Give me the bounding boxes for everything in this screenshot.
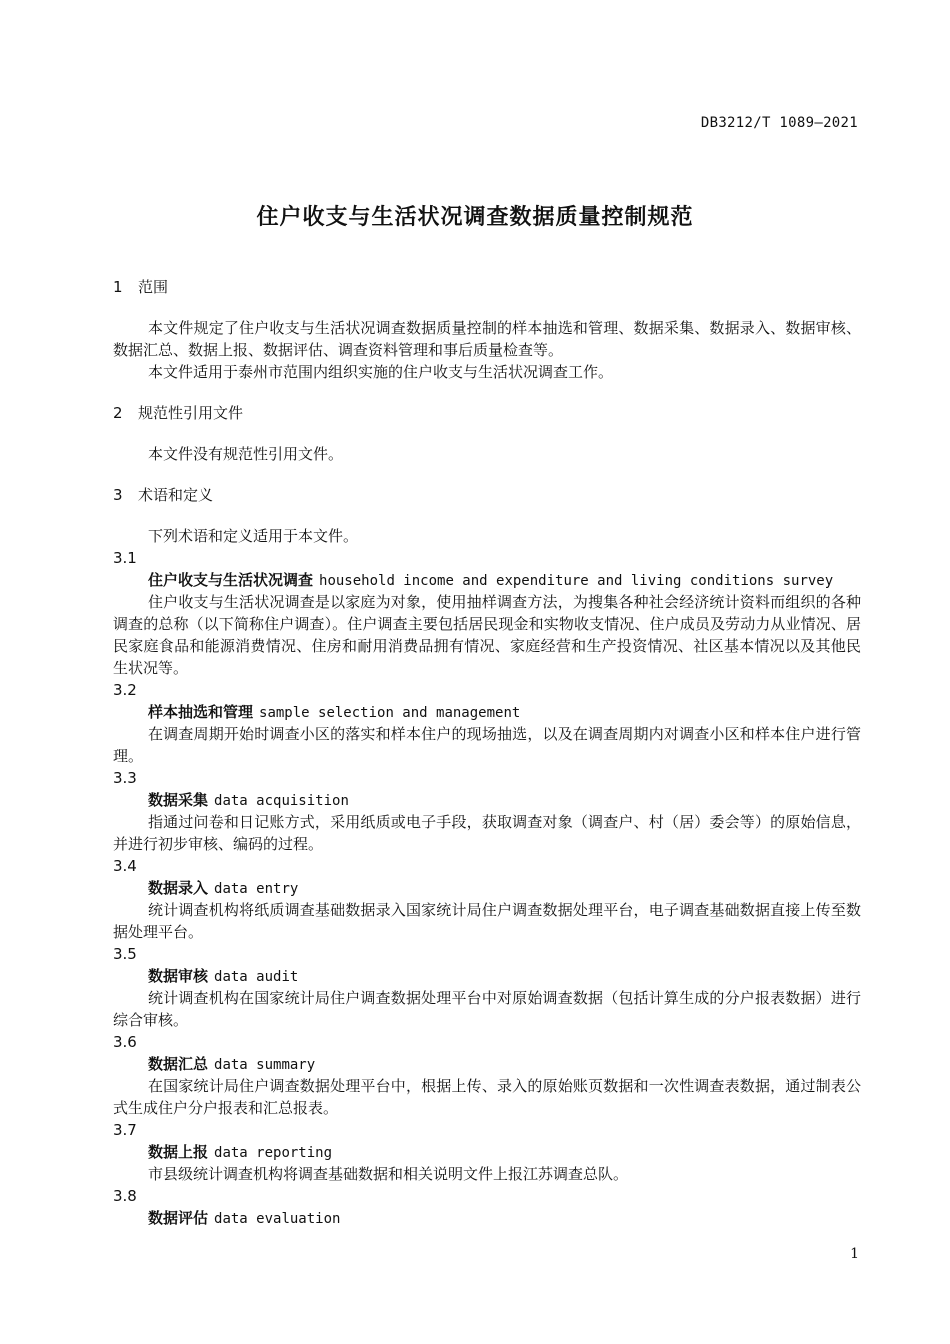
term-title: 数据审核 data audit <box>148 967 299 985</box>
paragraph: 本文件规定了住户收支与生活状况调查数据质量控制的样本抽选和管理、数据采集、数据录入、数据审核、数据汇总、数据上报、数据评估、调查资料管理和事后质量检查等。 <box>113 319 861 359</box>
term-number: 3.4 <box>113 857 137 875</box>
page-number: 1 <box>850 1246 859 1262</box>
term-number: 3.5 <box>113 945 137 963</box>
paragraph: 本文件适用于泰州市范围内组织实施的住户收支与生活状况调查工作。 <box>148 363 614 381</box>
term-number: 3.8 <box>113 1187 137 1205</box>
document-body <box>113 276 861 1229</box>
term-title: 住户收支与生活状况调查 household income and expenditure and living conditions survey <box>148 571 834 589</box>
term-number: 3.7 <box>113 1121 137 1139</box>
paragraph: 下列术语和定义适用于本文件。 <box>148 527 359 545</box>
term-definition: 市县级统计调查机构将调查基础数据和相关说明文件上报江苏调查总队。 <box>148 1165 629 1183</box>
term-number: 3.2 <box>113 681 137 699</box>
term-title: 数据评估 data evaluation <box>148 1209 341 1227</box>
term-title: 样本抽选和管理 sample selection and management <box>148 703 521 721</box>
term-number: 3.1 <box>113 549 137 567</box>
term-definition: 在调查周期开始时调查小区的落实和样本住户的现场抽选，以及在调查周期内对调查小区和样本住户进行管理。 <box>113 725 861 765</box>
term-title: 数据上报 data reporting <box>148 1143 333 1161</box>
section-heading: 3 术语和定义 <box>113 486 214 504</box>
term-definition: 住户收支与生活状况调查是以家庭为对象，使用抽样调查方法，为搜集各种社会经济统计资料而组织的各种调查的总称（以下简称住户调查）。住户调查主要包括居民现金和实物收支情况、住户成员及劳动力从业情况、居民家庭食品和能源消费情况、住房和耐用消费品拥有情况、家庭经营和生产投资情况、社区基本情况以及其他民生状况等。 <box>113 593 861 677</box>
term-definition: 在国家统计局住户调查数据处理平台中，根据上传、录入的原始账页数据和一次性调查表数据，通过制表公式生成住户分户报表和汇总报表。 <box>113 1077 861 1117</box>
section-heading: 1 范围 <box>113 278 169 296</box>
term-number: 3.6 <box>113 1033 137 1051</box>
standard-code: DB3212/T 1089—2021 <box>700 115 858 131</box>
paragraph: 本文件没有规范性引用文件。 <box>148 445 344 463</box>
term-title: 数据汇总 data summary <box>148 1055 316 1073</box>
term-definition: 统计调查机构在国家统计局住户调查数据处理平台中对原始调查数据（包括计算生成的分户报表数据）进行综合审核。 <box>113 989 861 1029</box>
term-number: 3.3 <box>113 769 137 787</box>
term-definition: 指通过问卷和日记账方式，采用纸质或电子手段，获取调查对象（调查户、村（居）委会等）的原始信息，并进行初步审核、编码的过程。 <box>113 813 861 853</box>
term-definition: 统计调查机构将纸质调查基础数据录入国家统计局住户调查数据处理平台，电子调查基础数据直接上传至数据处理平台。 <box>113 901 861 941</box>
term-title: 数据录入 data entry <box>148 879 299 897</box>
section-heading: 2 规范性引用文件 <box>113 404 244 422</box>
document-title: 住户收支与生活状况调查数据质量控制规范 <box>256 205 694 230</box>
term-title: 数据采集 data acquisition <box>148 791 349 809</box>
